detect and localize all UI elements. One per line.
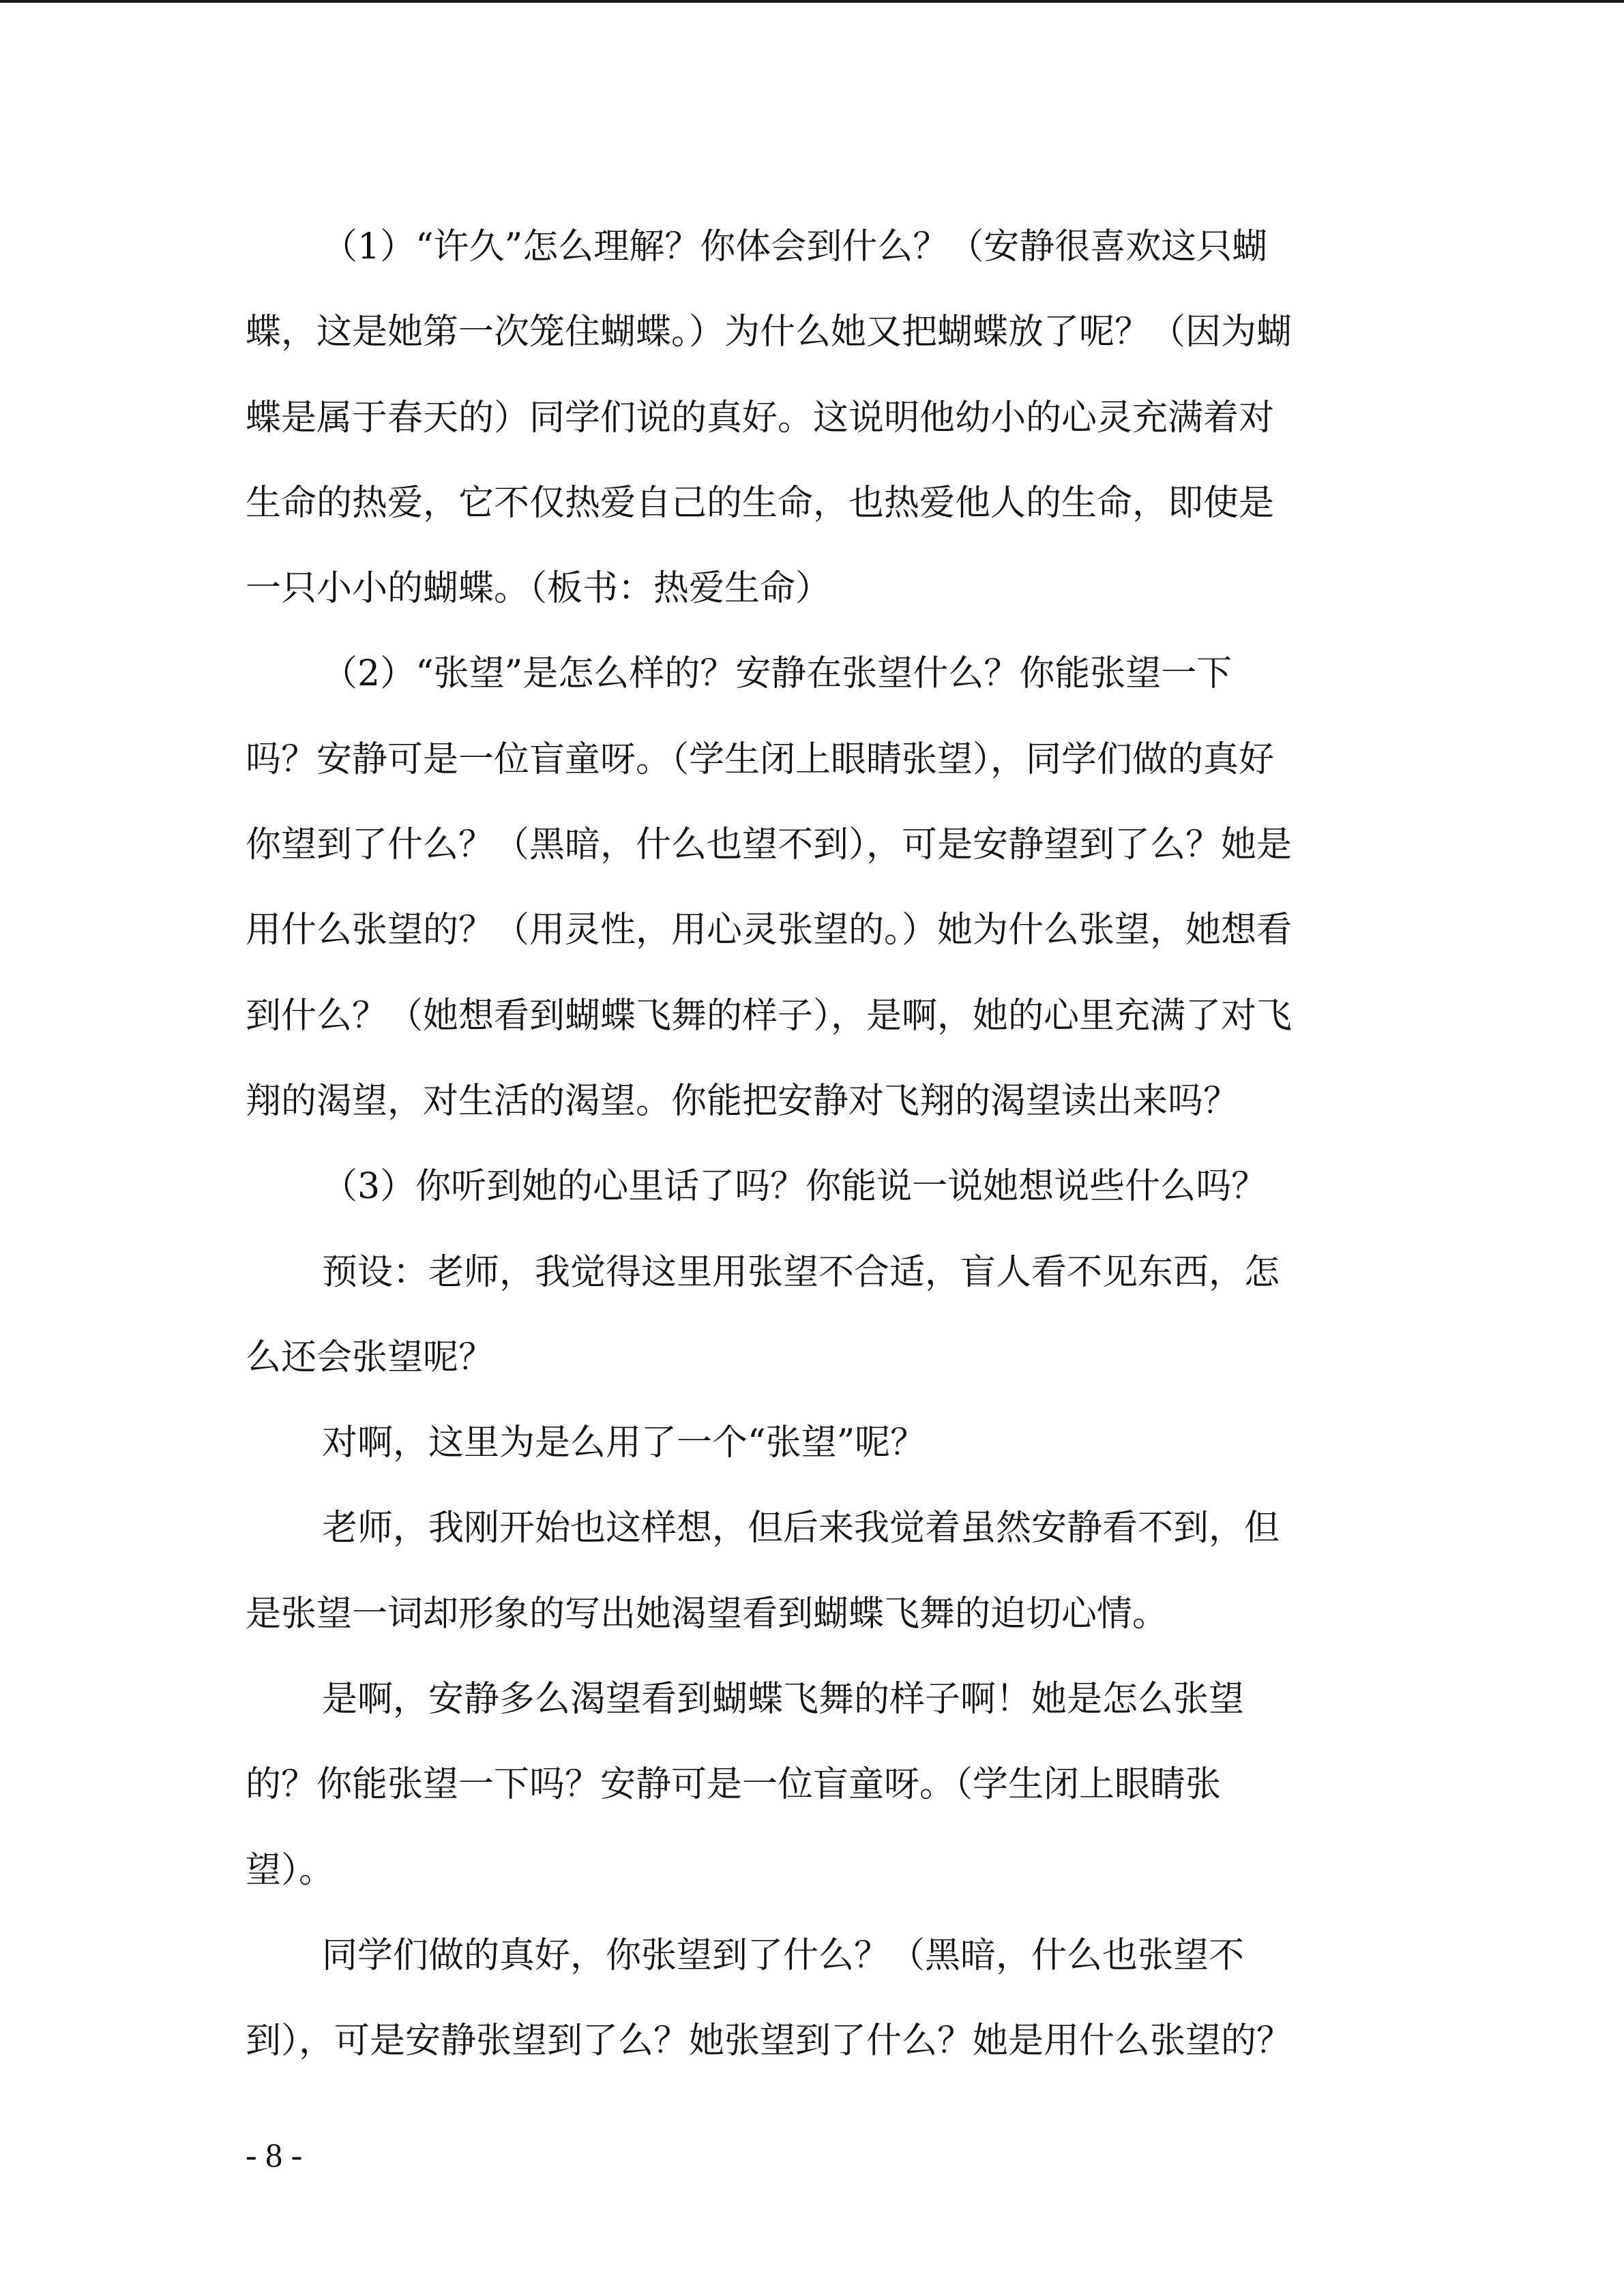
paragraph-6-line-1: 老师，我刚开始也这样想，但后来我觉着虽然安静看不到，但: [322, 1508, 1280, 1549]
paragraph-7-line-3: 望）。: [246, 1849, 335, 1891]
paragraph-1-line-2: 蝶，这是她第一次笼住蝴蝶。）为什么她又把蝴蝶放了呢？（因为蝴: [246, 312, 1293, 353]
paragraph-8-line-2: 到），可是安静张望到了么？她张望到了什么？她是用什么张望的？: [246, 2021, 1293, 2062]
paragraph-1-line-4: 生命的热爱，它不仅热爱自己的生命，也热爱他人的生命，即使是: [246, 482, 1275, 524]
paragraph-2-line-1: （2）“张望”是怎么样的？安静在张望什么？你能张望一下: [322, 653, 1232, 695]
paragraph-7-line-1: 是啊，安静多么渴望看到蝴蝶飞舞的样子啊！她是怎么张望: [322, 1679, 1245, 1720]
paragraph-3-line-1: （3）你听到她的心里话了吗？你能说一说她想说些什么吗？: [322, 1166, 1267, 1208]
paragraph-2-line-3: 你望到了什么？（黑暗，什么也望不到），可是安静望到了么？她是: [246, 824, 1293, 866]
paragraph-2-line-4: 用什么张望的？（用灵性，用心灵张望的。）她为什么张望，她想看: [246, 910, 1293, 951]
page-top-border: [0, 0, 1624, 3]
paragraph-5-line-1: 对啊，这里为是么用了一个“张望”呢？: [322, 1422, 926, 1464]
paragraph-2-line-5: 到什么？（她想看到蝴蝶飞舞的样子），是啊，她的心里充满了对飞: [246, 995, 1293, 1037]
document-body: [246, 205, 1378, 2085]
paragraph-2-line-6: 翔的渴望，对生活的渴望。你能把安静对飞翔的渴望读出来吗？: [246, 1080, 1239, 1122]
paragraph-8-line-1: 同学们做的真好，你张望到了什么？（黑暗，什么也张望不: [322, 1935, 1245, 1976]
paragraph-1-line-5: 一只小小的蝴蝶。（板书：热爱生命）: [246, 568, 831, 610]
paragraph-4-line-2: 么还会张望呢？: [246, 1337, 494, 1378]
paragraph-1-line-3: 蝶是属于春天的）同学们说的真好。这说明他幼小的心灵充满着对: [246, 397, 1275, 438]
page-number: - 8 -: [246, 2136, 303, 2174]
paragraph-6-line-2: 是张望一词却形象的写出她渴望看到蝴蝶飞舞的迫切心情。: [246, 1593, 1168, 1635]
paragraph-4-line-1: 预设：老师，我觉得这里用张望不合适，盲人看不见东西，怎: [322, 1251, 1280, 1293]
paragraph-2-line-2: 吗？安静可是一位盲童呀。（学生闭上眼睛张望），同学们做的真好: [246, 739, 1275, 780]
paragraph-7-line-2: 的？你能张望一下吗？安静可是一位盲童呀。（学生闭上眼睛张: [246, 1764, 1222, 1806]
paragraph-1-line-1: （1）“许久”怎么理解？你体会到什么？（安静很喜欢这只蝴: [322, 226, 1268, 267]
